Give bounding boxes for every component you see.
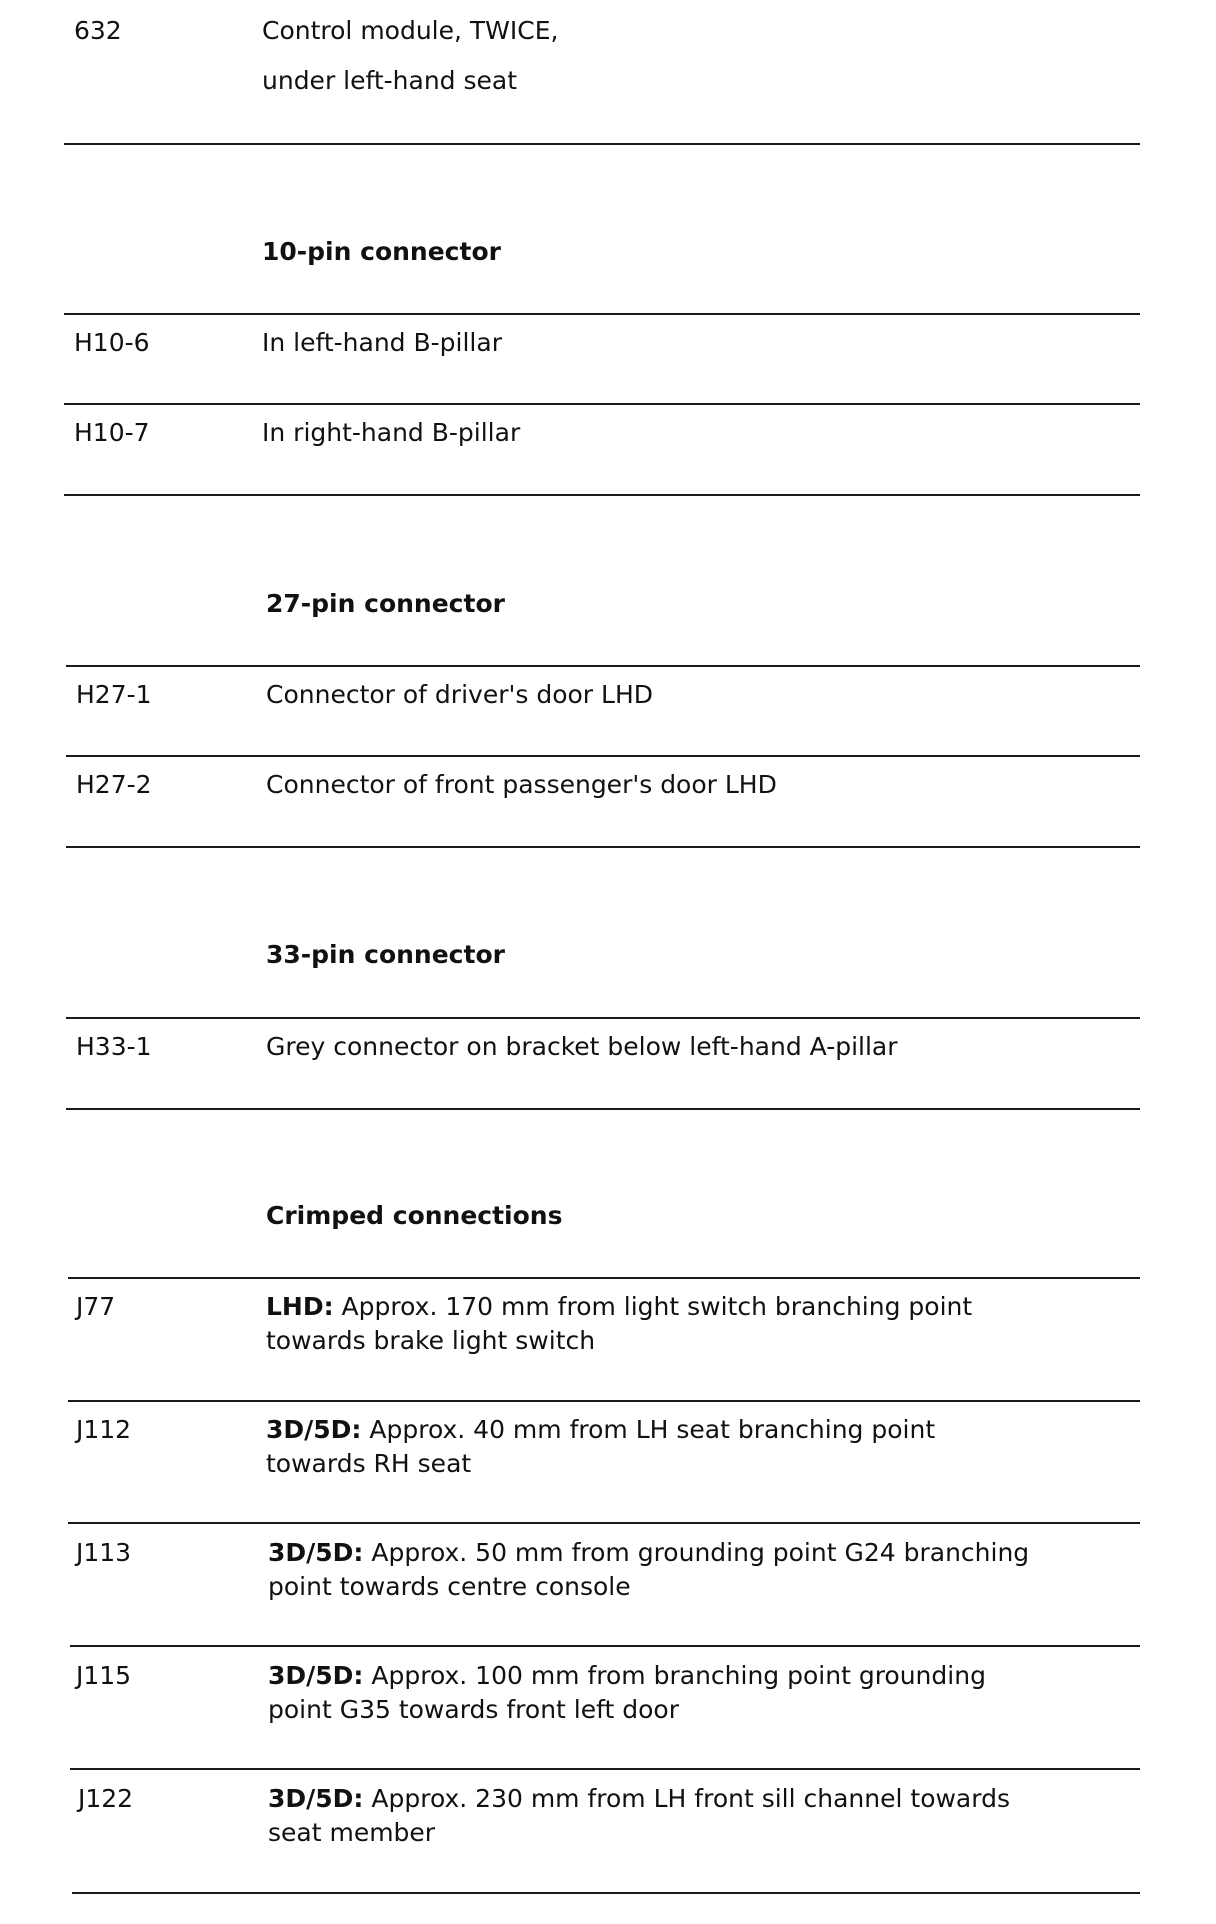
divider [66,1017,1140,1019]
row-code: H27-2 [76,770,152,799]
row-tag: 3D/5D: [268,1538,364,1567]
row-text-line2: seat member [268,1818,436,1847]
row-code: H27-1 [76,680,152,709]
row-text: Connector of driver's door LHD [266,680,653,709]
row-code: J113 [76,1538,132,1567]
divider [64,494,1140,496]
divider [72,1892,1140,1894]
section-heading-10-pin: 10-pin connector [262,237,501,266]
divider [70,1768,1140,1770]
row-text-line1: Approx. 230 mm from LH front sill channel towards [363,1784,1010,1813]
row-text-line1: Approx. 170 mm from light switch branching point [333,1292,973,1321]
row-tag: LHD: [266,1292,334,1321]
row-tag: 3D/5D: [268,1784,364,1813]
row-code: J115 [76,1661,132,1690]
row-text [266,1413,1146,1481]
section-heading-33-pin: 33-pin connector [266,940,505,969]
row-code: J112 [76,1415,132,1444]
row-text [268,1659,1148,1727]
section-heading-crimped: Crimped connections [266,1201,563,1230]
divider [66,755,1140,757]
row-code: H10-6 [74,328,150,357]
row-text: In left-hand B-pillar [262,328,502,357]
divider [70,1645,1140,1647]
row-tag: 3D/5D: [268,1661,364,1690]
divider [64,313,1140,315]
divider [68,1522,1140,1524]
divider [66,846,1140,848]
divider [66,665,1140,667]
section-heading-27-pin: 27-pin connector [266,589,505,618]
row-text-line2: point G35 towards front left door [268,1695,679,1724]
row-text-line2: point towards centre console [268,1572,631,1601]
divider [64,403,1140,405]
row-text [268,1782,1148,1850]
row-text [266,1290,1146,1358]
row-code: H10-7 [74,418,150,447]
row-text-line1: Approx. 40 mm from LH seat branching point [361,1415,936,1444]
row-code: J122 [78,1784,134,1813]
divider [68,1277,1140,1279]
row-text: Connector of front passenger's door LHD [266,770,777,799]
row-text: In right-hand B-pillar [262,418,521,447]
row-code: J77 [76,1292,116,1321]
row-tag: 3D/5D: [266,1415,362,1444]
divider [68,1400,1140,1402]
row-code: H33-1 [76,1032,152,1061]
entry-desc-632-line2: under left-hand seat [262,66,518,95]
divider [66,1108,1140,1110]
entry-code-632: 632 [74,16,122,45]
divider [64,143,1140,145]
entry-desc-632-line1: Control module, TWICE, [262,16,559,45]
row-text-line2: towards RH seat [266,1449,472,1478]
row-text-line1: Approx. 50 mm from grounding point G24 branching [363,1538,1030,1567]
row-text: Grey connector on bracket below left-hand A-pillar [266,1032,898,1061]
row-text [268,1536,1148,1604]
row-text-line1: Approx. 100 mm from branching point grounding [363,1661,986,1690]
row-text-line2: towards brake light switch [266,1326,596,1355]
